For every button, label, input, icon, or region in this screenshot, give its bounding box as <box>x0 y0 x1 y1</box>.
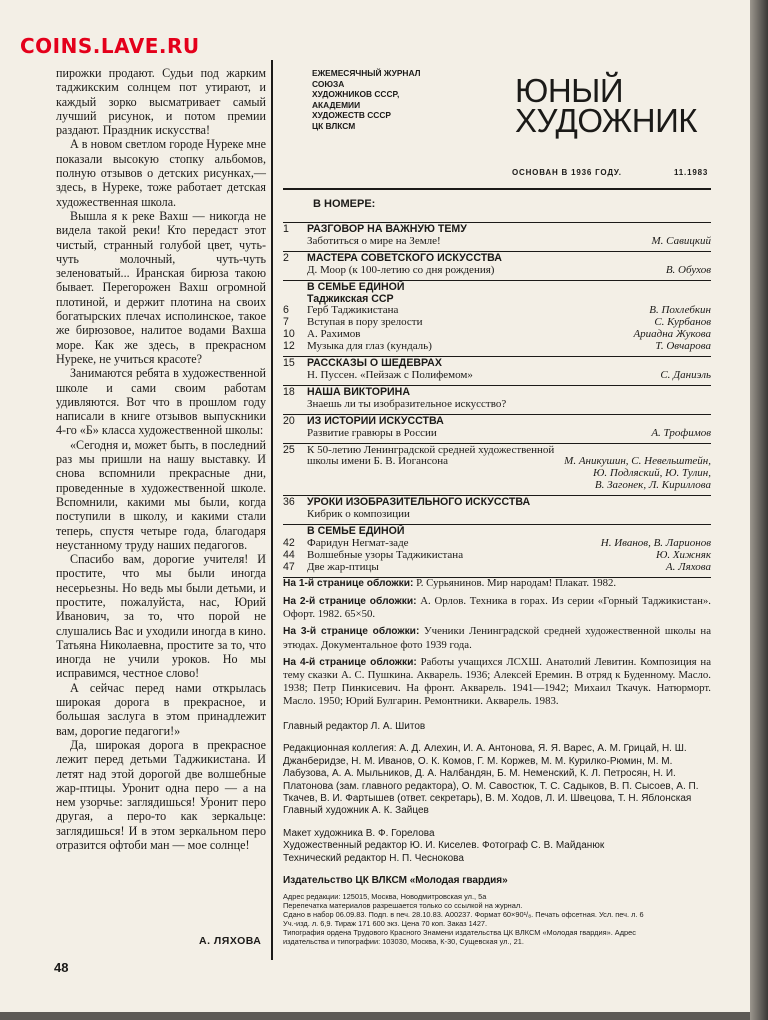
page-binding-edge <box>750 0 768 1020</box>
cover-caption: На 4-й странице обложки: Работы учащихся ЛСХШ. Анатолий Левитин. Композиция на тему сказки А. С. Пушкина. Акварель. 1936; Алексей Еремин. В отряд к Буденному. Масло. 1938; Петр Пинкисевич. На фронт. Акварель. 1941—1942; Михаил Ткачук. Натюрморт. Масло. 1950; Юрий Булгарин. Ремонтники. Акварель. 1983. <box>283 655 711 707</box>
editorial-credits <box>283 721 711 946</box>
typography-info: издательства и типографии: 103030, Москва, К-30, Сущевская ул., 21. <box>283 937 524 947</box>
cover-caption: На 1-й странице обложки: Р. Сурьянинов. Мир народам! Плакат. 1982. <box>283 577 617 589</box>
toc-section: 15 РАССКАЗЫ О ШЕДЕВРАХ Н. Пуссен. «Пейзаж с Полифемом» С. Даниэль <box>283 356 711 385</box>
article-paragraph: Вышла я к реке Вахш — никогда не видела такой реки! Кто передаст этот чистый, странный голубой цвет, чуть-чуть молочный, чуть-чуть зеленоватый... Иранская бирюза такою бывает. Перегорожен Вахш огромной плотиной, и держит плотина на своих богатырских плечах исполинское, такое же бирюзовое, налитое водами Вахша море. Как же здесь, в прекрасном Нуреке, не учиться красоте? <box>56 208 266 366</box>
toc-section: 2 МАСТЕРА СОВЕТСКОГО ИСКУССТВА Д. Моор (к 100-летию со дня рождения) В. Обухов <box>283 251 711 280</box>
layout-artist: Макет художника В. Ф. Горелова <box>283 827 435 839</box>
toc-section-family: В СЕМЬЕ ЕДИНОЙ 42 Фаридун Негмат-заде Н. Иванов, В. Ларионов 44 Волшебные узоры Таджикистана Ю. Хижняк 47 Две жар-птицы А. Ляхова <box>283 524 711 578</box>
toc-section: 20 ИЗ ИСТОРИИ ИСКУССТВА Развитие гравюры в России А. Трофимов <box>283 414 711 443</box>
publisher: Издательство ЦК ВЛКСМ «Молодая гвардия» <box>283 875 508 887</box>
header-rule <box>283 188 711 190</box>
founded-text: ОСНОВАН В 1936 ГОДУ. <box>512 168 622 177</box>
journal-description: ЕЖЕМЕСЯЧНЫЙ ЖУРНАЛ СОЮЗА ХУДОЖНИКОВ СССР, АКАДЕМИИ ХУДОЖЕСТВ СССР ЦК ВЛКСМ <box>312 68 421 131</box>
toc-section-family: В СЕМЬЕ ЕДИНОЙ Таджикская ССР 6 Герб Таджикистана В. Похлебкин 7 Вступая в пору зрелости С. Курбанов 10 А. Рахимов Ариадна Жукова 12 Музыка для глаз (кундаль) Т. Овчарова <box>283 280 711 356</box>
article-paragraph: А в новом светлом городе Нуреке мне показали высокую стопку альбомов, полную отзывов о детских рисунках,— здесь, в Нуреке, тоже работает детская художественная школа. <box>56 137 266 209</box>
column-divider <box>271 60 273 960</box>
contents-heading: В НОМЕРЕ: <box>313 198 376 210</box>
chief-editor: Главный редактор Л. А. Шитов <box>283 721 426 732</box>
toc-section: 36 УРОКИ ИЗОБРАЗИТЕЛЬНОГО ИСКУССТВА Кибрик о композиции <box>283 495 711 524</box>
reprint-notice: Перепечатка материалов разрешается только со ссылкой на журнал. <box>283 901 523 911</box>
table-of-contents <box>283 222 711 578</box>
journal-title: ЮНЫЙ ХУДОЖНИК <box>515 72 698 139</box>
article-paragraph: Занимаются ребята в художественной школе и сами своим работам удивляются. Вот что в прошлом году написали в книге отзывов выпускники 4-го «Б» класса художественной школы: <box>56 366 266 438</box>
chief-artist: Главный художник А. К. Зайцев <box>283 805 429 817</box>
article-author: А. ЛЯХОВА <box>199 935 262 947</box>
print-info: Сдано в набор 06.09.83. Подп. в печ. 28.10.83. А00237. Формат 60×90¹/₈. Печать офсетная. Усл. печ. л. 6 <box>283 910 644 920</box>
article-paragraph: А сейчас перед нами открылась широкая дорога в прекрасное, и большая заслуга в этом принадлежит вам, дорогие педагоги!» <box>56 680 266 738</box>
issue-number: 11.1983 <box>674 168 709 177</box>
cover-caption: На 2-й странице обложки: А. Орлов. Техника в горах. Из серии «Горный Таджикистан». Офорт. 1982. 65×50. <box>283 594 711 621</box>
print-info: Уч.-изд. л. 6,9. Тираж 171 600 экз. Цена 70 коп. Заказ 1427. <box>283 919 488 929</box>
typography-info: Типография ордена Трудового Красного Знамени издательства ЦК ВЛКСМ «Молодая гвардия». Адрес <box>283 928 636 938</box>
cover-captions <box>283 577 711 711</box>
art-editor: Художественный редактор Ю. И. Киселев. Фотограф С. В. Майданюк <box>283 840 605 852</box>
article-paragraph: пирожки продают. Судьи под жарким таджикским солнцем пот утирают, и каждый зорко высматривает самый лучший рисунок, и потом премии раздают. Праздник искусства! <box>56 66 266 138</box>
toc-section-anniversary: 25 К 50-летию Ленинградской средней художественной школы имени Б. В. Иогансона М. Аникушин, С. Невельштейн, Ю. Подляский, Ю. Тулин, В. Загонек, Л. Кириллова <box>283 443 711 496</box>
article-paragraph: Спасибо вам, дорогие учителя! И простите, что мы были иногда несерьезны. Но ведь мы были детьми, и простите, пожалуйста, нас, Юрий Иванович, за то, что порой не слушались Вас и уходили иногда в кино. Татьяна Николаевна, простите за то, что иногда не учили уроков. Но мы исправимся, честное слово! <box>56 552 266 681</box>
article-column <box>56 66 266 852</box>
toc-section: 18 НАША ВИКТОРИНА Знаешь ли ты изобразительное искусство? <box>283 385 711 414</box>
editorial-board: Редакционная коллегия: А. Д. Алехин, И. А. Антонова, Я. Я. Варес, А. М. Грицай, Н. Ш. Джанберидзе, Н. М. Иванов, О. К. Комов, Г. М. Коржев, М. М. Курилко-Рюмин, М. М. Лабузова, А. А. Мыльников, Д. А. Налбандян, Б. М. Неменский, К. Л. Петросян, Н. И. Платонова (зам. главного редактора), О. М. Савостюк, Т. С. Садыков, В. П. Сысоев, А. П. Ткачев, В. И. Фартышев (ответ. секретарь), В. М. Ходов, Л. И. Швецова, Т. Н. Яблонская <box>283 743 699 805</box>
page-number: 48 <box>54 960 69 975</box>
editorial-address: Адрес редакции: 125015, Москва, Новодмитровская ул., 5а <box>283 892 487 902</box>
site-watermark: COINS.LAVE.RU <box>20 34 200 58</box>
tech-editor: Технический редактор Н. П. Чеснокова <box>283 852 464 864</box>
toc-section: 1 РАЗГОВОР НА ВАЖНУЮ ТЕМУ Заботиться о мире на Земле! М. Савицкий <box>283 222 711 251</box>
cover-caption: На 3-й странице обложки: Ученики Ленинградской средней художественной школы на этюдах. Документальное фото 1939 года. <box>283 625 711 651</box>
article-paragraph: «Сегодня и, может быть, в последний раз мы пришли на нашу выставку. И снова вспомнили прекрасные дни, проведенные в художественной школе. Вспомнили, какими мы были, когда поступили в школу, и какими стали теперь, спустя четыре года, благодаря неустанному труду наших педагогов. <box>56 437 266 552</box>
article-paragraph: Да, широкая дорога в прекрасное лежит перед детьми Таджикистана. И летят над этой дорогой две волшебные жар-птицы. Уронит одна перо — а на нем узорчье: заглядишься! Уронит перо другая, а перо-то как зеркальце: заглядишься! И в этом зеркальном перо отразится офтоби ман — мое солнце! <box>56 737 266 853</box>
